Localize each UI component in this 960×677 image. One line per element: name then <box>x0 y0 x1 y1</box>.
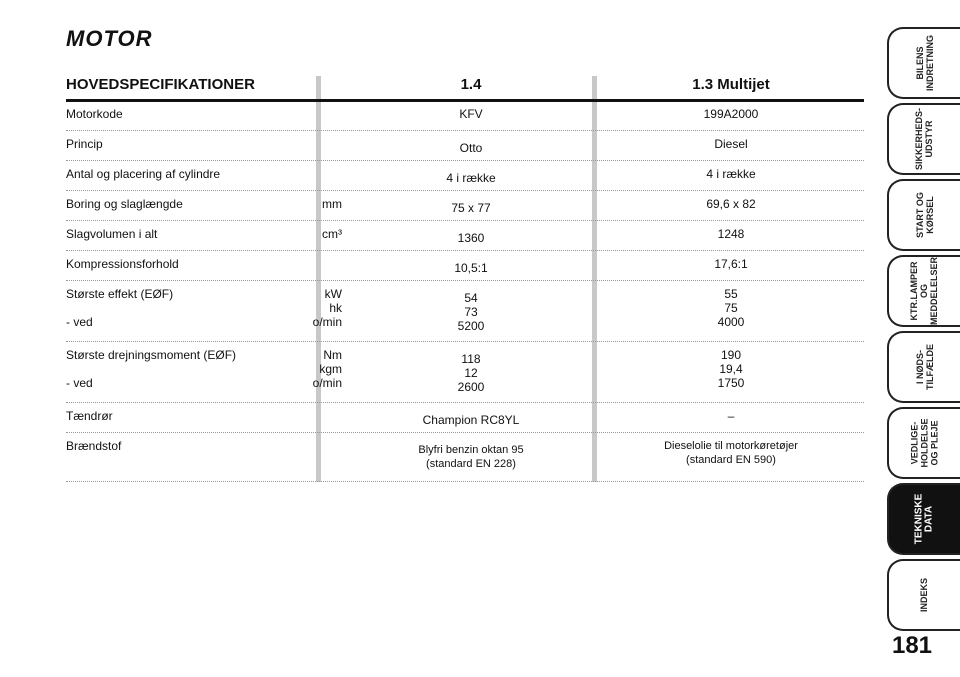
value-engine-multijet: 55 75 4000 <box>717 287 745 329</box>
tab-label: KTR.LAMPER OG MEDDELELSER <box>909 256 940 326</box>
header-specs: HOVEDSPECIFIKATIONER <box>66 76 255 93</box>
value-engine-multijet: Dieselolie til motorkøretøjer (standard EN 590) <box>664 440 798 466</box>
table-row <box>66 348 864 403</box>
tab-label: TEKNISKE DATA <box>913 493 935 545</box>
header-engine-multijet: 1.3 Multijet <box>692 76 770 93</box>
value-engine-1-4: 4 i række <box>446 171 496 185</box>
table-row <box>66 439 864 482</box>
value-engine-1-4: Blyfri benzin oktan 95 (standard EN 228) <box>418 444 524 470</box>
table-row <box>66 287 864 342</box>
value-engine-multijet: 69,6 x 82 <box>706 197 756 211</box>
spec-unit: Nm kgm o/min <box>312 348 342 390</box>
tab-label: INDEKS <box>919 577 930 613</box>
spec-label: Tændrør <box>66 409 113 423</box>
tab-label: BILENS INDRETNING <box>914 35 935 91</box>
page-number: 181 <box>891 632 933 659</box>
tab-8[interactable] <box>887 559 960 631</box>
spec-label: Største drejningsmoment (EØF) - ved <box>66 348 237 390</box>
table-row <box>66 257 864 281</box>
value-engine-1-4: 75 x 77 <box>451 201 491 215</box>
tab-2[interactable] <box>887 103 960 175</box>
tab-6[interactable] <box>887 407 960 479</box>
spec-label: Princip <box>66 137 103 151</box>
header-rule <box>66 99 864 102</box>
spec-unit: mm <box>322 197 342 211</box>
tab-label: SIKKERHEDS- UDSTYR <box>914 107 935 171</box>
page-title: MOTOR <box>66 26 153 51</box>
value-engine-1-4: Otto <box>459 141 483 155</box>
value-engine-1-4: Champion RC8YL <box>422 413 520 427</box>
table-row <box>66 137 864 161</box>
value-engine-1-4: 118 12 2600 <box>457 352 485 394</box>
spec-label: Antal og placering af cylindre <box>66 167 221 181</box>
tab-3[interactable] <box>887 179 960 251</box>
tab-label: VEDLIGE- HOLDELSE OG PLEJE <box>909 418 940 468</box>
table-row <box>66 409 864 433</box>
value-engine-multijet: 190 19,4 1750 <box>717 348 745 390</box>
header-engine-1-4: 1.4 <box>460 76 482 93</box>
tab-label: START OG KØRSEL <box>914 192 935 238</box>
value-engine-multijet: 17,6:1 <box>714 257 748 271</box>
value-engine-multijet: – <box>727 409 735 423</box>
tab-label: I NØDS- TILFÆLDE <box>914 344 935 390</box>
value-engine-multijet: Diesel <box>714 137 748 151</box>
tab-1[interactable] <box>887 27 960 99</box>
spec-unit: cm³ <box>322 227 342 241</box>
spec-label: Boring og slaglængde <box>66 197 183 211</box>
table-row <box>66 167 864 191</box>
value-engine-multijet: 4 i række <box>706 167 756 181</box>
table-row <box>66 197 864 221</box>
spec-label: Slagvolumen i alt <box>66 227 158 241</box>
tab-7[interactable] <box>887 483 960 555</box>
tab-5[interactable] <box>887 331 960 403</box>
value-engine-1-4: KFV <box>459 107 483 121</box>
table-row <box>66 107 864 131</box>
spec-label: Største effekt (EØF) - ved <box>66 287 174 329</box>
value-engine-1-4: 54 73 5200 <box>457 291 485 333</box>
table-row <box>66 227 864 251</box>
spec-label: Kompressionsforhold <box>66 257 179 271</box>
spec-label: Motorkode <box>66 107 123 121</box>
tab-4[interactable] <box>887 255 960 327</box>
value-engine-multijet: 1248 <box>717 227 745 241</box>
spec-unit: kW hk o/min <box>312 287 342 329</box>
value-engine-1-4: 1360 <box>457 231 485 245</box>
value-engine-1-4: 10,5:1 <box>454 261 488 275</box>
value-engine-multijet: 199A2000 <box>703 107 759 121</box>
spec-label: Brændstof <box>66 439 122 453</box>
